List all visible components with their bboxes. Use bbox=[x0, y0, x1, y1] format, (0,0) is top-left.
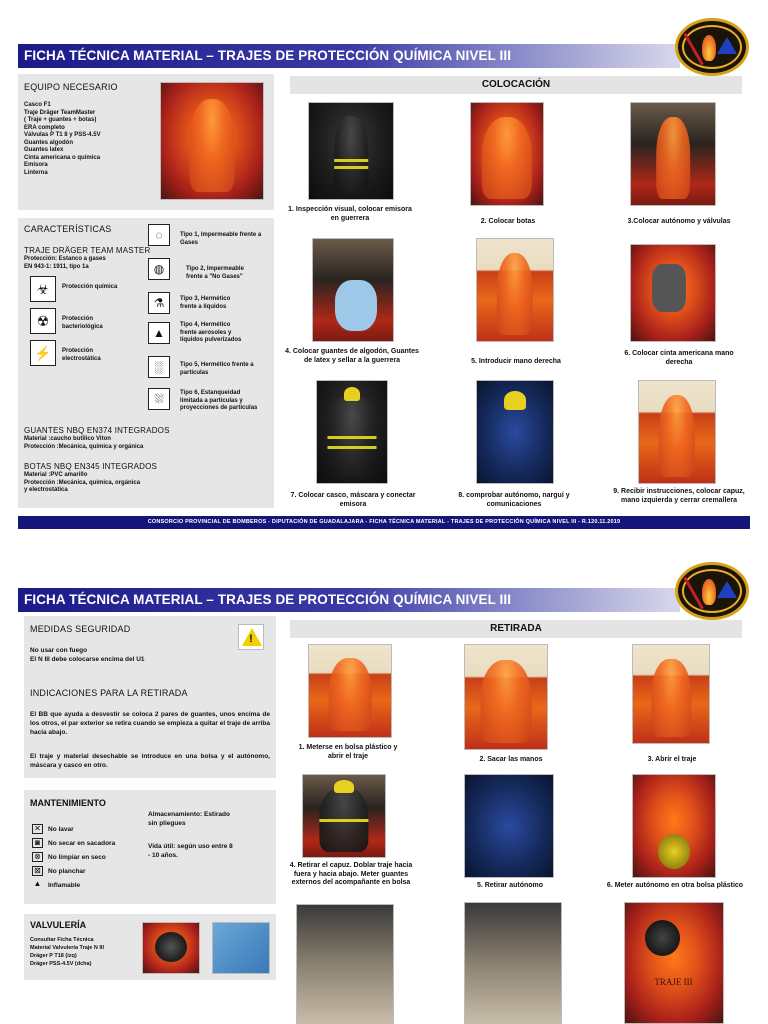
retirada-photo-4 bbox=[302, 774, 386, 858]
equipo-photo bbox=[160, 82, 264, 200]
retirada-heading: RETIRADA bbox=[290, 620, 742, 638]
colocacion-photo-1 bbox=[308, 102, 394, 200]
tipo3-label: Tipo 3, Hermético frente a líquidos bbox=[180, 296, 231, 310]
tipo2-icon: ◍ bbox=[148, 258, 170, 280]
valvuleria-panel bbox=[24, 914, 276, 980]
guantes-text: Material :caucho butilico Viton Protección :Mecánica, química y orgánica bbox=[24, 436, 144, 450]
botas-text: Material :PVC amarillo Protección :Mecánica, química, orgánica y electrostática bbox=[24, 472, 141, 493]
colocacion-photo-8 bbox=[476, 380, 554, 484]
medidas-heading: MEDIDAS SEGURIDAD bbox=[30, 624, 131, 634]
warning-icon: ! bbox=[238, 624, 264, 650]
colocacion-photo-2 bbox=[470, 102, 544, 206]
medidas-panel bbox=[24, 616, 276, 778]
tipo4-label: Tipo 4, Hermético frente aerosoles y líquidos pulverizados bbox=[180, 322, 242, 343]
retirada-caption-5: 5. Retirar autónomo bbox=[476, 882, 544, 889]
colocacion-heading: COLOCACIÓN bbox=[290, 76, 742, 94]
colocacion-caption-7: 7. Colocar casco, máscara y conectar emisora bbox=[290, 492, 416, 508]
colocacion-photo-4 bbox=[312, 238, 394, 342]
almacenamiento-text: Almacenamiento: Estirado sin pliegues bbox=[148, 811, 230, 827]
colocacion-caption-1: 1. Inspección visual, colocar emisora en guerrera bbox=[288, 206, 412, 222]
no-dry-clean-icon: ⊗ bbox=[32, 852, 43, 862]
flammable-icon: ▲ bbox=[33, 879, 42, 888]
mantenimiento-panel bbox=[24, 790, 276, 904]
valvuleria-text: Consultar Ficha Técnica Material Valvulería Traje N III Dräger P T18 (izq) Dräger PSS-4.5V (dcha) bbox=[30, 937, 104, 967]
chemical-icon: ☣ bbox=[30, 276, 56, 302]
tipo6-label: Tipo 6, Estanqueidad limitada a partículas y proyecciones de partículas bbox=[180, 390, 258, 411]
traje-proteccion: Protección: Estanco a gases EN 943-1: 1911, tipo 1a bbox=[24, 256, 106, 270]
colocacion-photo-9 bbox=[638, 380, 716, 484]
tipo3-icon: ⚗ bbox=[148, 292, 170, 314]
no-wash-icon: ✕ bbox=[32, 824, 43, 834]
colocacion-caption-5: 5. Introducir mano derecha bbox=[471, 358, 561, 365]
biohazard-label: Protección bacteriológica bbox=[62, 316, 103, 330]
valvuleria-heading: VALVULERÍA bbox=[30, 920, 87, 930]
equipo-list: Casco F1 Traje Dräger TeamMaster ( Traje + guantes + botas) ERA completo Válvulas P T1 8 y PSS-4.5V Guantes algodón Guantes latex Cinta americana o química Emisora Linterna bbox=[24, 102, 101, 176]
retirada-photo-3 bbox=[632, 644, 710, 744]
tipo2-label: Tipo 2, Impermeable frente a "No Gases" bbox=[186, 266, 244, 280]
retirada-photo-6 bbox=[632, 774, 716, 878]
colocacion-photo-3 bbox=[630, 102, 716, 206]
page-title-bottom: FICHA TÉCNICA MATERIAL – TRAJES DE PROTECCIÓN QUÍMICA NIVEL III bbox=[18, 588, 680, 612]
retirada-photo-1 bbox=[308, 644, 392, 738]
colocacion-caption-3: 3.Colocar autónomo y válvulas bbox=[627, 218, 731, 225]
colocacion-photo-5 bbox=[476, 238, 554, 342]
colocacion-photo-6 bbox=[630, 244, 716, 342]
retirada-photo-2 bbox=[464, 644, 548, 750]
colocacion-photo-7 bbox=[316, 380, 388, 484]
tipo1-icon: ◌ bbox=[148, 224, 170, 246]
equipo-panel bbox=[18, 74, 274, 210]
guantes-heading: GUANTES NBQ EN374 INTEGRADOS bbox=[24, 426, 170, 435]
medidas-text: No usar con fuego El N III debe colocarse encima del U1 bbox=[30, 647, 145, 663]
retirada-photo-7 bbox=[296, 904, 394, 1024]
retirada-photo-9-text: TRAJE III bbox=[654, 977, 693, 988]
no-dry-clean-label: No limpiar en seco bbox=[48, 854, 106, 861]
flammable-label: Inflamable bbox=[48, 882, 81, 889]
retirada-photo-5 bbox=[464, 774, 554, 878]
retirada-caption-3: 3. Abrir el traje bbox=[647, 756, 697, 763]
traje-heading: TRAJE DRÄGER TEAM MASTER bbox=[24, 246, 151, 255]
botas-heading: BOTAS NBQ EN345 INTEGRADOS bbox=[24, 462, 158, 471]
chemical-label: Protección química bbox=[62, 284, 118, 290]
colocacion-caption-2: 2. Colocar botas bbox=[480, 218, 536, 225]
page-footer: CONSORCIO PROVINCIAL DE BOMBEROS - DIPUTACIÓN DE GUADALAJARA - FICHA TÉCNICA MATERIAL - TRAJES DE PROTECCIÓN QUÍMICA NIVEL III - R.120.11.2019 bbox=[18, 516, 750, 529]
tipo6-icon: ⛆ bbox=[148, 388, 170, 410]
indicaciones-p1: El BB que ayuda a desvestir se coloca 2 pares de guantes, unos encima de los otros, el par exterior se retira cuando se empieza a quitar el traje de arriba hacia abajo. bbox=[30, 711, 270, 736]
indicaciones-p2: El traje y material desechable se introduce en una bolsa y el autónomo, máscara y casco en otro. bbox=[30, 753, 270, 769]
retirada-caption-6: 6. Meter autónomo en otra bolsa plástico bbox=[606, 882, 744, 889]
bomberos-logo bbox=[675, 18, 749, 76]
caracteristicas-panel bbox=[18, 218, 274, 508]
valve-pss-photo bbox=[212, 922, 270, 974]
retirada-caption-2: 2. Sacar las manos bbox=[479, 756, 543, 763]
no-tumble-dry-icon: ◙ bbox=[32, 838, 43, 848]
mantenimiento-heading: MANTENIMIENTO bbox=[30, 798, 106, 808]
colocacion-caption-8: 8. comprobar autónomo, narguí y comunicaciones bbox=[458, 492, 570, 508]
colocacion-caption-9: 9. Recibir instrucciones, colocar capuz, mano izquierda y cerrar cremallera bbox=[613, 488, 745, 504]
page-title-top: FICHA TÉCNICA MATERIAL – TRAJES DE PROTECCIÓN QUÍMICA NIVEL III bbox=[18, 44, 680, 68]
bomberos-logo-2 bbox=[675, 562, 749, 620]
tipo4-icon: ▲ bbox=[148, 322, 170, 344]
retirada-photo-9 bbox=[624, 902, 724, 1024]
retirada-caption-4: 4. Retirar el capuz. Doblar traje hacia fuera y hacia abajo. Meter guantes externos del acompañante en bolsa bbox=[289, 862, 413, 886]
biohazard-icon: ☢ bbox=[30, 308, 56, 334]
valve-pt18-photo bbox=[142, 922, 200, 974]
tipo5-label: Tipo 5, Hermético frente a partículas bbox=[180, 362, 254, 376]
colocacion-caption-6: 6. Colocar cinta americana mano derecha bbox=[624, 350, 734, 366]
no-iron-label: No planchar bbox=[48, 868, 86, 875]
tipo5-icon: ░ bbox=[148, 356, 170, 378]
no-iron-icon: ⊠ bbox=[32, 866, 43, 876]
colocacion-caption-4: 4. Colocar guantes de algodón, Guantes de latex y sellar a la guerrera bbox=[285, 348, 419, 364]
electrostatic-label: Protección electrostática bbox=[62, 348, 101, 362]
retirada-photo-8 bbox=[464, 902, 562, 1024]
equipo-heading: EQUIPO NECESARIO bbox=[24, 82, 118, 92]
no-wash-label: No lavar bbox=[48, 826, 74, 833]
caracteristicas-heading: CARACTERÍSTICAS bbox=[24, 224, 112, 234]
tipo1-label: Tipo 1, Impermeable frente a Gases bbox=[180, 232, 262, 246]
indicaciones-heading: INDICACIONES PARA LA RETIRADA bbox=[30, 688, 188, 698]
vida-util-text: Vida útil: según uso entre 8 - 10 años. bbox=[148, 843, 233, 859]
retirada-caption-1: 1. Meterse en bolsa plástico y abrir el traje bbox=[298, 744, 398, 760]
no-tumble-dry-label: No secar en sacadora bbox=[48, 840, 116, 847]
electrostatic-icon: ⚡ bbox=[30, 340, 56, 366]
